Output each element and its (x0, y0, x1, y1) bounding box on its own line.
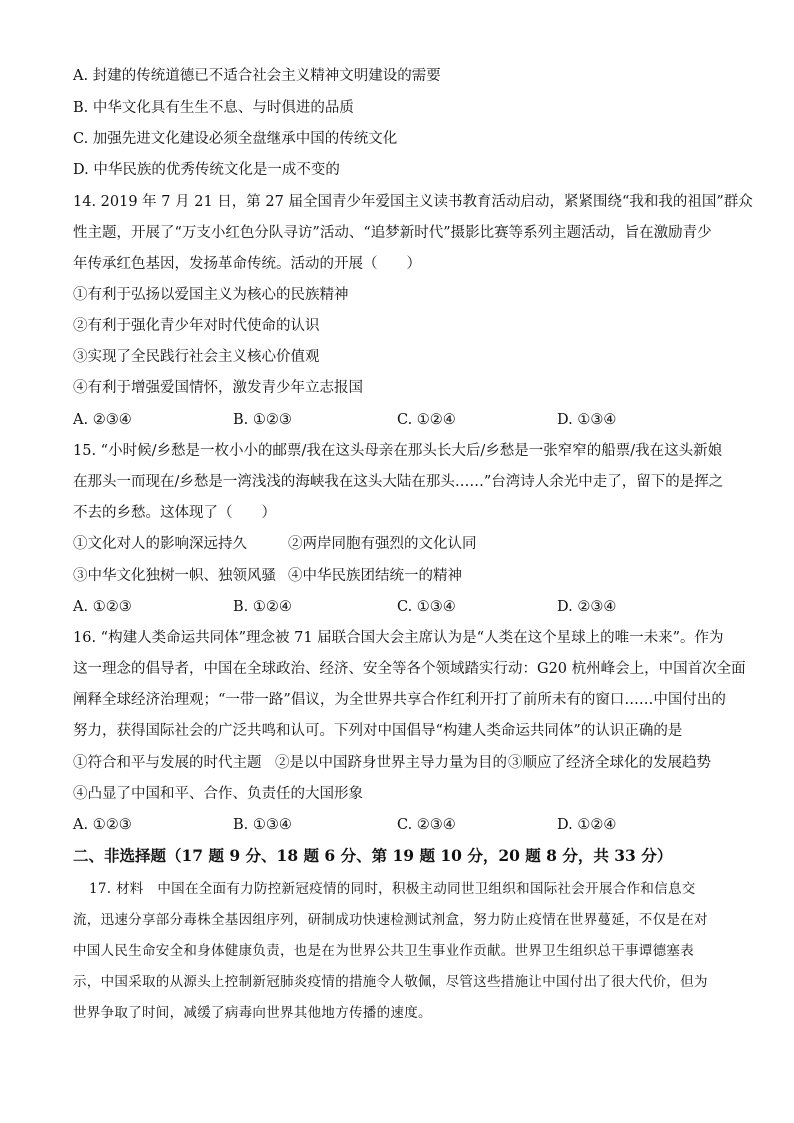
q17-material-line-2: 流，迅速分享部分毒株全基因组序列，研制成功快速检测试剂盒，努力防止疫情在世界蔓延，不仅是在对 (73, 912, 708, 928)
q16-statement-3: ③顺应了经济全球化的发展趋势 (508, 755, 711, 771)
q16-stem-line-1: 16. “构建人类命运共同体”理念被 71 届联合国大会主席认为是“人类在这个星球上的唯一未来”。作为 (73, 630, 724, 646)
q14-stem-line-1: 14. 2019 年 7 月 21 日，第 27 届全国青少年爱国主义读书教育活动启动，紧紧围绕“我和我的祖国”群众 (73, 194, 753, 210)
q15-stem-line-3: 不去的乡愁。这体现了（ ） (73, 505, 276, 521)
q13-option-a: A. 封建的传统道德已不适合社会主义精神文明建设的需要 (73, 68, 441, 84)
q14-stem-line-3: 年传承红色基因，发扬革命传统。活动的开展（ ） (73, 256, 421, 272)
q13-option-b: B. 中华文化具有生生不息、与时俱进的品质 (73, 100, 354, 116)
q14-statement-4: ④有利于增强爱国情怀，激发青少年立志报国 (73, 380, 363, 396)
q14-statement-3: ③实现了全民践行社会主义核心价值观 (73, 349, 320, 365)
q15-statement-1: ①文化对人的影响深远持久 (73, 536, 247, 552)
q15-stem-line-1: 15. “小时候/乡愁是一枚小小的邮票/我在这头母亲在那头长大后/乡愁是一张窄窄的船票/我在这头新娘 (73, 443, 723, 459)
q15-choice-d: D. ②③④ (557, 599, 617, 615)
q15-stem-line-2: 在那头一而现在/乡愁是一湾浅浅的海峡我在这头大陆在那头……”台湾诗人余光中走了，留下的是挥之 (73, 474, 724, 490)
q14-choice-b: B. ①②③ (233, 412, 292, 428)
q14-stem-line-2: 性主题，开展了“万支小红色分队寻访”活动、“追梦新时代”摄影比赛等系列主题活动，旨在激励青少 (73, 225, 712, 241)
q15-statement-2: ②两岸同胞有强烈的文化认同 (288, 536, 477, 552)
q17-material-line-3: 中国人民生命安全和身体健康负责，也是在为世界公共卫生事业作贡献。世界卫生组织总干事谭德塞表 (73, 943, 694, 959)
q14-choice-d: D. ①③④ (557, 412, 617, 428)
q16-stem-line-2: 这一理念的倡导者，中国在全球政治、经济、安全等各个领域踏实行动：G20 杭州峰会上，中国首次全面 (73, 661, 746, 677)
q16-stem-line-3: 阐释全球经济治理观；“一带一路”倡议，为全世界共享合作红利开打了前所未有的窗口……中国付出的 (73, 692, 726, 708)
q16-stem-line-4: 努力，获得国际社会的广泛共鸣和认可。下列对中国倡导“构建人类命运共同体”的认识正确的是 (73, 723, 683, 739)
q14-choice-c: C. ①②④ (397, 412, 456, 428)
q15-statement-3: ③中华文化独树一帜、独领风骚 (73, 568, 276, 584)
q14-statement-1: ①有利于弘扬以爱国主义为核心的民族精神 (73, 287, 349, 303)
q16-statement-4: ④凸显了中国和平、合作、负责任的大国形象 (73, 786, 363, 802)
q15-choice-a: A. ①②③ (73, 599, 132, 615)
q16-choice-b: B. ①③④ (233, 817, 292, 833)
q16-statement-1: ①符合和平与发展的时代主题 (73, 755, 262, 771)
q16-statement-2: ②是以中国跻身世界主导力量为目的 (275, 755, 507, 771)
q15-choice-c: C. ①③④ (397, 599, 456, 615)
q17-material-line-1: 17. 材料 中国在全面有力防控新冠疫情的同时，积极主动同世卫组织和国际社会开展合作和信息交 (89, 881, 696, 897)
q13-option-c: C. 加强先进文化建设必须全盘继承中国的传统文化 (73, 131, 398, 147)
section-2-heading: 二、非选择题（17 题 9 分、18 题 6 分、第 19 题 10 分，20 题 8 分，共 33 分） (73, 846, 673, 865)
q14-statement-2: ②有利于强化青少年对时代使命的认识 (73, 318, 320, 334)
q13-option-d: D. 中华民族的优秀传统文化是一成不变的 (73, 162, 340, 178)
q15-statement-4: ④中华民族团结统一的精神 (288, 568, 462, 584)
q17-material-line-5: 世界争取了时间，减缓了病毒向世界其他地方传播的速度。 (73, 1005, 432, 1021)
q17-material-line-4: 示，中国采取的从源头上控制新冠肺炎疫情的措施令人敬佩，尽管这些措施让中国付出了很大代价，但为 (73, 974, 708, 990)
q16-choice-d: D. ①②④ (557, 817, 617, 833)
q14-choice-a: A. ②③④ (73, 412, 132, 428)
q16-choice-c: C. ②③④ (397, 817, 456, 833)
q15-choice-b: B. ①②④ (233, 599, 292, 615)
q16-choice-a: A. ①②③ (73, 817, 132, 833)
